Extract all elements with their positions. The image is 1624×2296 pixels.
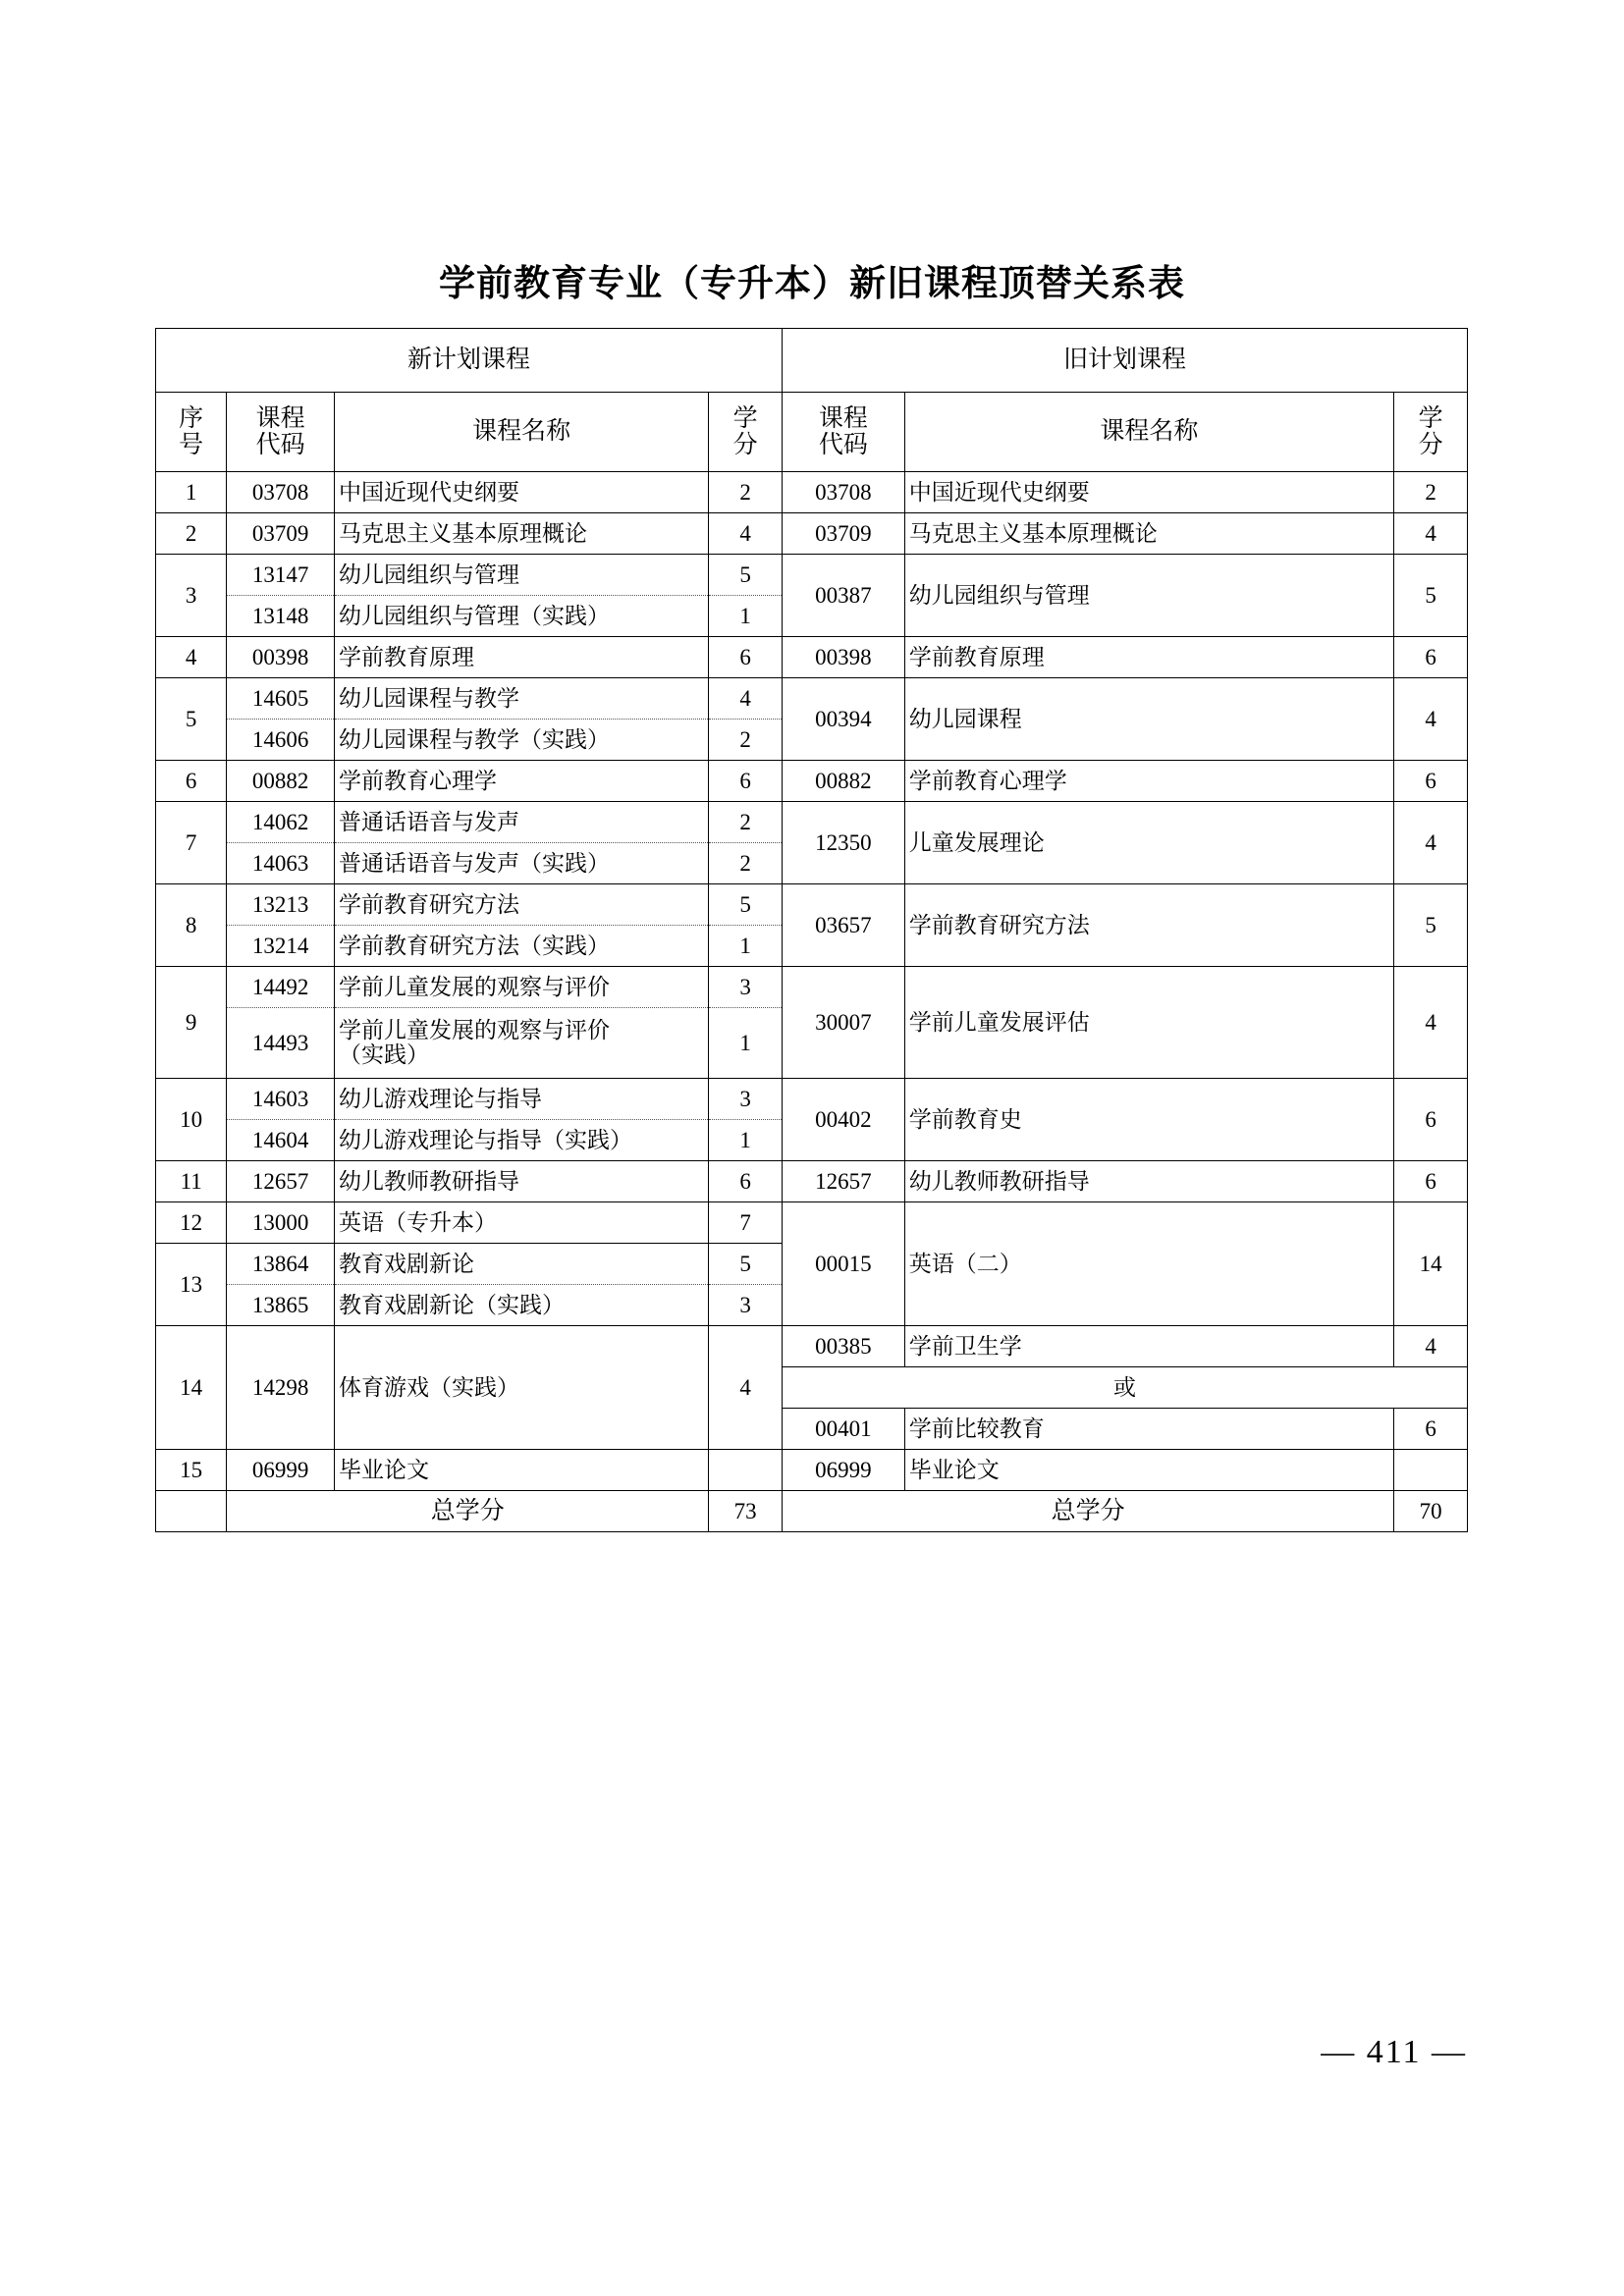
row-no: 1 (156, 472, 227, 513)
table-row (156, 761, 1468, 802)
table-row (156, 1161, 1468, 1202)
old-course-code: 03657 (783, 884, 905, 967)
new-course-name: 中国近现代史纲要 (334, 472, 708, 513)
column-header-credit-old-line1: 学 (1418, 405, 1443, 432)
table-row (156, 1326, 1468, 1367)
new-course-code: 00398 (227, 637, 335, 678)
column-header-credit-old-line2: 分 (1418, 432, 1443, 458)
new-course-code: 13213 (227, 884, 335, 926)
old-course-name: 学前教育心理学 (904, 761, 1394, 802)
old-course-name: 学前儿童发展评估 (904, 967, 1394, 1079)
new-course-code: 14603 (227, 1079, 335, 1120)
row-no: 11 (156, 1161, 227, 1202)
old-course-name: 学前卫生学 (904, 1326, 1394, 1367)
old-course-code: 03708 (783, 472, 905, 513)
new-course-name: 幼儿园组织与管理 (334, 555, 708, 596)
new-course-name: 普通话语音与发声（实践） (334, 843, 708, 884)
total-label-new: 总学分 (227, 1491, 709, 1532)
new-course-credit: 5 (709, 884, 783, 926)
new-course-credit: 7 (709, 1202, 783, 1244)
new-course-code: 14063 (227, 843, 335, 884)
old-course-credit: 4 (1394, 513, 1468, 555)
table-row (156, 1079, 1468, 1120)
new-course-code: 13148 (227, 596, 335, 637)
column-header-credit-new-line1: 学 (732, 405, 758, 432)
page-number: — 411 — (1321, 2034, 1467, 2070)
new-course-code: 13214 (227, 926, 335, 967)
old-course-code: 00882 (783, 761, 905, 802)
old-course-name: 中国近现代史纲要 (904, 472, 1394, 513)
old-course-code: 00385 (783, 1326, 905, 1367)
old-course-credit (1394, 1450, 1468, 1491)
row-no: 12 (156, 1202, 227, 1244)
new-course-code: 14493 (227, 1008, 335, 1079)
old-course-name: 学前比较教育 (904, 1409, 1394, 1450)
new-course-name: 幼儿园课程与教学 (334, 678, 708, 720)
old-course-name: 学前教育原理 (904, 637, 1394, 678)
new-course-code: 13865 (227, 1285, 335, 1326)
new-course-name-line2: （实践） (338, 1041, 429, 1067)
new-course-name: 幼儿游戏理论与指导 (334, 1079, 708, 1120)
column-header-name-old: 课程名称 (904, 393, 1394, 472)
new-course-code: 14062 (227, 802, 335, 843)
row-no: 15 (156, 1450, 227, 1491)
course-transfer-table (155, 328, 1468, 1532)
column-header-code-old-line1: 课程 (818, 405, 868, 432)
new-course-credit: 1 (709, 596, 783, 637)
new-course-name: 马克思主义基本原理概论 (334, 513, 708, 555)
total-label-old: 总学分 (783, 1491, 1394, 1532)
old-course-credit: 6 (1394, 761, 1468, 802)
table-row (156, 1450, 1468, 1491)
old-course-name: 学前教育史 (904, 1079, 1394, 1161)
page-title: 学前教育专业（专升本）新旧课程顶替关系表 (439, 264, 1185, 304)
new-course-credit (709, 1450, 783, 1491)
new-course-credit: 4 (709, 513, 783, 555)
table-total-row (156, 1491, 1468, 1532)
new-course-code: 13000 (227, 1202, 335, 1244)
old-course-name: 儿童发展理论 (904, 802, 1394, 884)
old-course-credit: 4 (1394, 1326, 1468, 1367)
old-course-name: 幼儿教师教研指导 (904, 1161, 1394, 1202)
new-course-code: 06999 (227, 1450, 335, 1491)
new-course-credit: 6 (709, 1161, 783, 1202)
table-row (156, 884, 1468, 926)
new-course-credit: 2 (709, 720, 783, 761)
new-course-code: 14298 (227, 1326, 335, 1450)
old-course-name: 毕业论文 (904, 1450, 1394, 1491)
new-course-credit: 4 (709, 678, 783, 720)
column-header-credit-new (709, 393, 783, 472)
total-value-new: 73 (709, 1491, 783, 1532)
column-header-credit-new-line2: 分 (732, 432, 758, 458)
old-course-code: 00387 (783, 555, 905, 637)
row-no: 3 (156, 555, 227, 637)
old-course-credit: 6 (1394, 1079, 1468, 1161)
new-course-code: 12657 (227, 1161, 335, 1202)
total-row-empty-cell (156, 1491, 227, 1532)
old-course-code: 03709 (783, 513, 905, 555)
group-header-old-plan: 旧计划课程 (783, 329, 1468, 393)
table-row (156, 967, 1468, 1008)
new-course-code: 14604 (227, 1120, 335, 1161)
new-course-code: 03708 (227, 472, 335, 513)
old-course-code: 00398 (783, 637, 905, 678)
column-header-name-new: 课程名称 (334, 393, 708, 472)
column-header-code-new-line1: 课程 (255, 405, 305, 432)
row-no: 6 (156, 761, 227, 802)
table-row (156, 1202, 1468, 1244)
row-no: 14 (156, 1326, 227, 1450)
old-course-code: 06999 (783, 1450, 905, 1491)
old-course-name: 幼儿园课程 (904, 678, 1394, 761)
new-course-name-line1: 学前儿童发展的观察与评价 (338, 1017, 610, 1042)
old-course-code: 00394 (783, 678, 905, 761)
column-header-code-old (783, 393, 905, 472)
old-course-name: 英语（二） (904, 1202, 1394, 1326)
new-course-code: 14606 (227, 720, 335, 761)
old-course-alternative-separator: 或 (783, 1367, 1468, 1409)
group-header-new-plan: 新计划课程 (156, 329, 783, 393)
total-value-old: 70 (1394, 1491, 1468, 1532)
new-course-name: 学前教育研究方法 (334, 884, 708, 926)
new-course-name (334, 1008, 708, 1079)
new-course-code: 13864 (227, 1244, 335, 1285)
old-course-credit: 2 (1394, 472, 1468, 513)
new-course-credit: 5 (709, 1244, 783, 1285)
new-course-credit: 1 (709, 1120, 783, 1161)
new-course-name: 幼儿游戏理论与指导（实践） (334, 1120, 708, 1161)
row-no: 9 (156, 967, 227, 1079)
new-course-credit: 6 (709, 761, 783, 802)
table-group-header-row (156, 329, 1468, 393)
old-course-credit: 6 (1394, 637, 1468, 678)
row-no: 13 (156, 1244, 227, 1326)
old-course-credit: 5 (1394, 555, 1468, 637)
column-header-code-old-line2: 代码 (818, 432, 868, 458)
new-course-credit: 1 (709, 926, 783, 967)
old-course-name: 幼儿园组织与管理 (904, 555, 1394, 637)
table-column-header-row (156, 393, 1468, 472)
new-course-name: 体育游戏（实践） (334, 1326, 708, 1450)
new-course-credit: 3 (709, 1285, 783, 1326)
new-course-name: 学前教育心理学 (334, 761, 708, 802)
old-course-name: 马克思主义基本原理概论 (904, 513, 1394, 555)
column-header-no-line2: 号 (179, 432, 204, 458)
new-course-name: 幼儿教师教研指导 (334, 1161, 708, 1202)
old-course-code: 12657 (783, 1161, 905, 1202)
new-course-name: 学前教育原理 (334, 637, 708, 678)
column-header-no-line1: 序 (179, 405, 204, 432)
old-course-credit: 4 (1394, 967, 1468, 1079)
new-course-name: 教育戏剧新论 (334, 1244, 708, 1285)
new-course-name: 幼儿园组织与管理（实践） (334, 596, 708, 637)
new-course-credit: 6 (709, 637, 783, 678)
new-course-credit: 2 (709, 843, 783, 884)
new-course-name: 教育戏剧新论（实践） (334, 1285, 708, 1326)
table-row (156, 637, 1468, 678)
old-course-code: 30007 (783, 967, 905, 1079)
new-course-name: 学前儿童发展的观察与评价 (334, 967, 708, 1008)
new-course-code: 14492 (227, 967, 335, 1008)
row-no: 10 (156, 1079, 227, 1161)
table-row (156, 678, 1468, 720)
old-course-name: 学前教育研究方法 (904, 884, 1394, 967)
old-course-credit: 6 (1394, 1161, 1468, 1202)
new-course-credit: 5 (709, 555, 783, 596)
new-course-code: 03709 (227, 513, 335, 555)
row-no: 8 (156, 884, 227, 967)
new-course-credit: 3 (709, 1079, 783, 1120)
new-course-code: 00882 (227, 761, 335, 802)
old-course-code: 00401 (783, 1409, 905, 1450)
new-course-credit: 4 (709, 1326, 783, 1450)
old-course-credit: 5 (1394, 884, 1468, 967)
new-course-name: 普通话语音与发声 (334, 802, 708, 843)
row-no: 2 (156, 513, 227, 555)
column-header-no (156, 393, 227, 472)
row-no: 4 (156, 637, 227, 678)
row-no: 5 (156, 678, 227, 761)
table-row (156, 472, 1468, 513)
table-row (156, 802, 1468, 843)
new-course-credit: 2 (709, 472, 783, 513)
old-course-code: 00015 (783, 1202, 905, 1326)
new-course-credit: 2 (709, 802, 783, 843)
old-course-credit: 6 (1394, 1409, 1468, 1450)
row-no: 7 (156, 802, 227, 884)
new-course-credit: 1 (709, 1008, 783, 1079)
column-header-code-new-line2: 代码 (255, 432, 305, 458)
old-course-credit: 4 (1394, 678, 1468, 761)
table-row (156, 555, 1468, 596)
new-course-code: 13147 (227, 555, 335, 596)
old-course-code: 00402 (783, 1079, 905, 1161)
new-course-name: 学前教育研究方法（实践） (334, 926, 708, 967)
old-course-code: 12350 (783, 802, 905, 884)
table-row (156, 513, 1468, 555)
old-course-credit: 14 (1394, 1202, 1468, 1326)
new-course-name: 英语（专升本） (334, 1202, 708, 1244)
old-course-credit: 4 (1394, 802, 1468, 884)
new-course-name: 毕业论文 (334, 1450, 708, 1491)
column-header-credit-old (1394, 393, 1468, 472)
column-header-code-new (227, 393, 335, 472)
new-course-name: 幼儿园课程与教学（实践） (334, 720, 708, 761)
new-course-code: 14605 (227, 678, 335, 720)
new-course-credit: 3 (709, 967, 783, 1008)
